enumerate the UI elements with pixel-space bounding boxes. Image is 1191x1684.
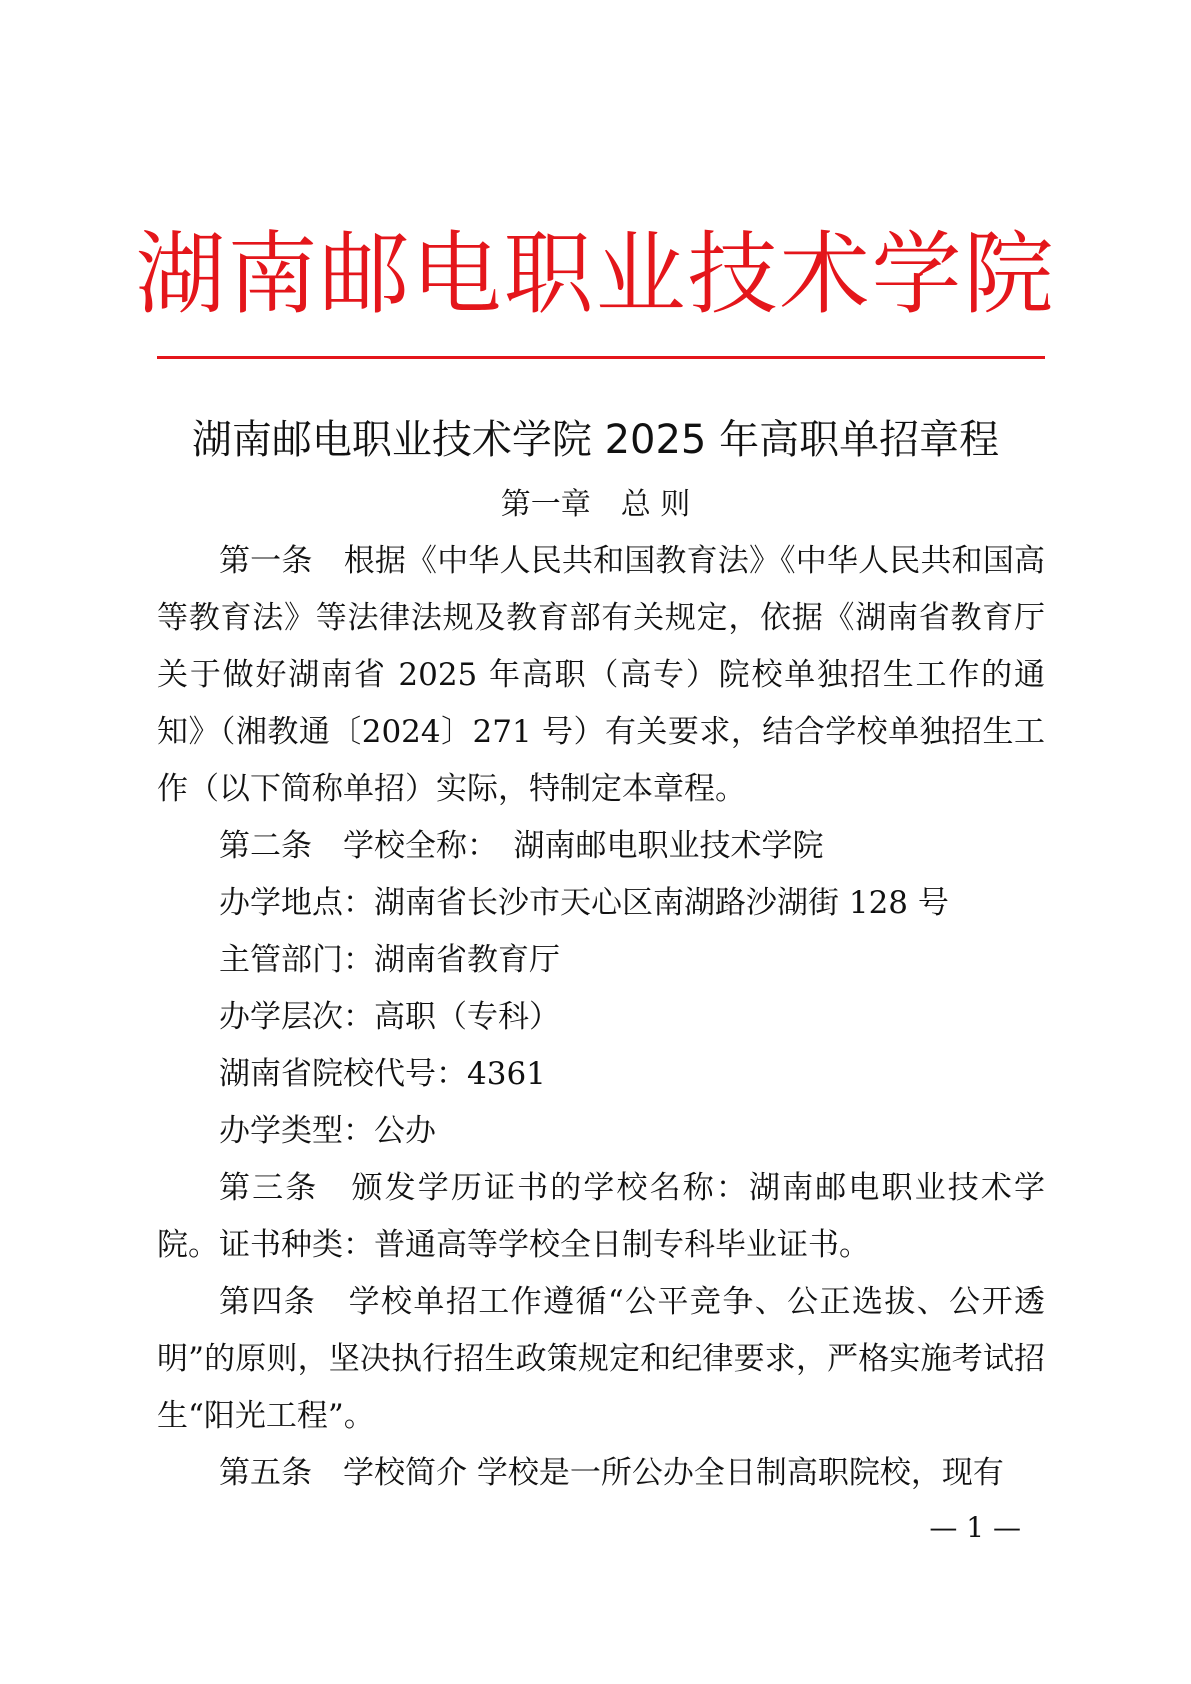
paragraph-article-1: 第一条 根据《中华人民共和国教育法》《中华人民共和国高等教育法》等法律法规及教育部有关规定，依据《湖南省教育厅关于做好湖南省 2025 年高职（高专）院校单独招生工作的通知》（湘教通〔2024〕271 号）有关要求，结合学校单独招生工作（以下简称单招）实际，特制定本章程。 [157, 543, 1045, 807]
paragraph-type: 办学类型：公办 [219, 1113, 436, 1149]
paragraph-code: 湖南省院校代号：4361 [219, 1056, 546, 1092]
document-body [157, 533, 1045, 1502]
paragraph-article-4: 第四条 学校单招工作遵循“公平竞争、公正选拔、公开透明”的原则，坚决执行招生政策规定和纪律要求，严格实施考试招生“阳光工程”。 [157, 1284, 1045, 1434]
paragraph-level: 办学层次：高职（专科） [219, 999, 560, 1035]
paragraph-article-2: 第二条 学校全称： 湖南邮电职业技术学院 [219, 828, 824, 864]
chapter-heading: 第一章 总 则 [500, 487, 691, 522]
masthead-title: 湖南邮电职业技术学院 [135, 222, 1056, 327]
document-title: 湖南邮电职业技术学院 2025 年高职单招章程 [191, 417, 1000, 463]
paragraph-authority: 主管部门：湖南省教育厅 [219, 942, 560, 978]
page-number: — 1 — [929, 1511, 1021, 1544]
masthead-red-rule [157, 356, 1045, 359]
paragraph-article-5: 第五条 学校简介 学校是一所公办全日制高职院校，现有 [219, 1455, 1004, 1491]
paragraph-location: 办学地点：湖南省长沙市天心区南湖路沙湖街 128 号 [219, 885, 949, 921]
paragraph-article-3: 第三条 颁发学历证书的学校名称：湖南邮电职业技术学院。证书种类：普通高等学校全日制专科毕业证书。 [157, 1170, 1045, 1263]
